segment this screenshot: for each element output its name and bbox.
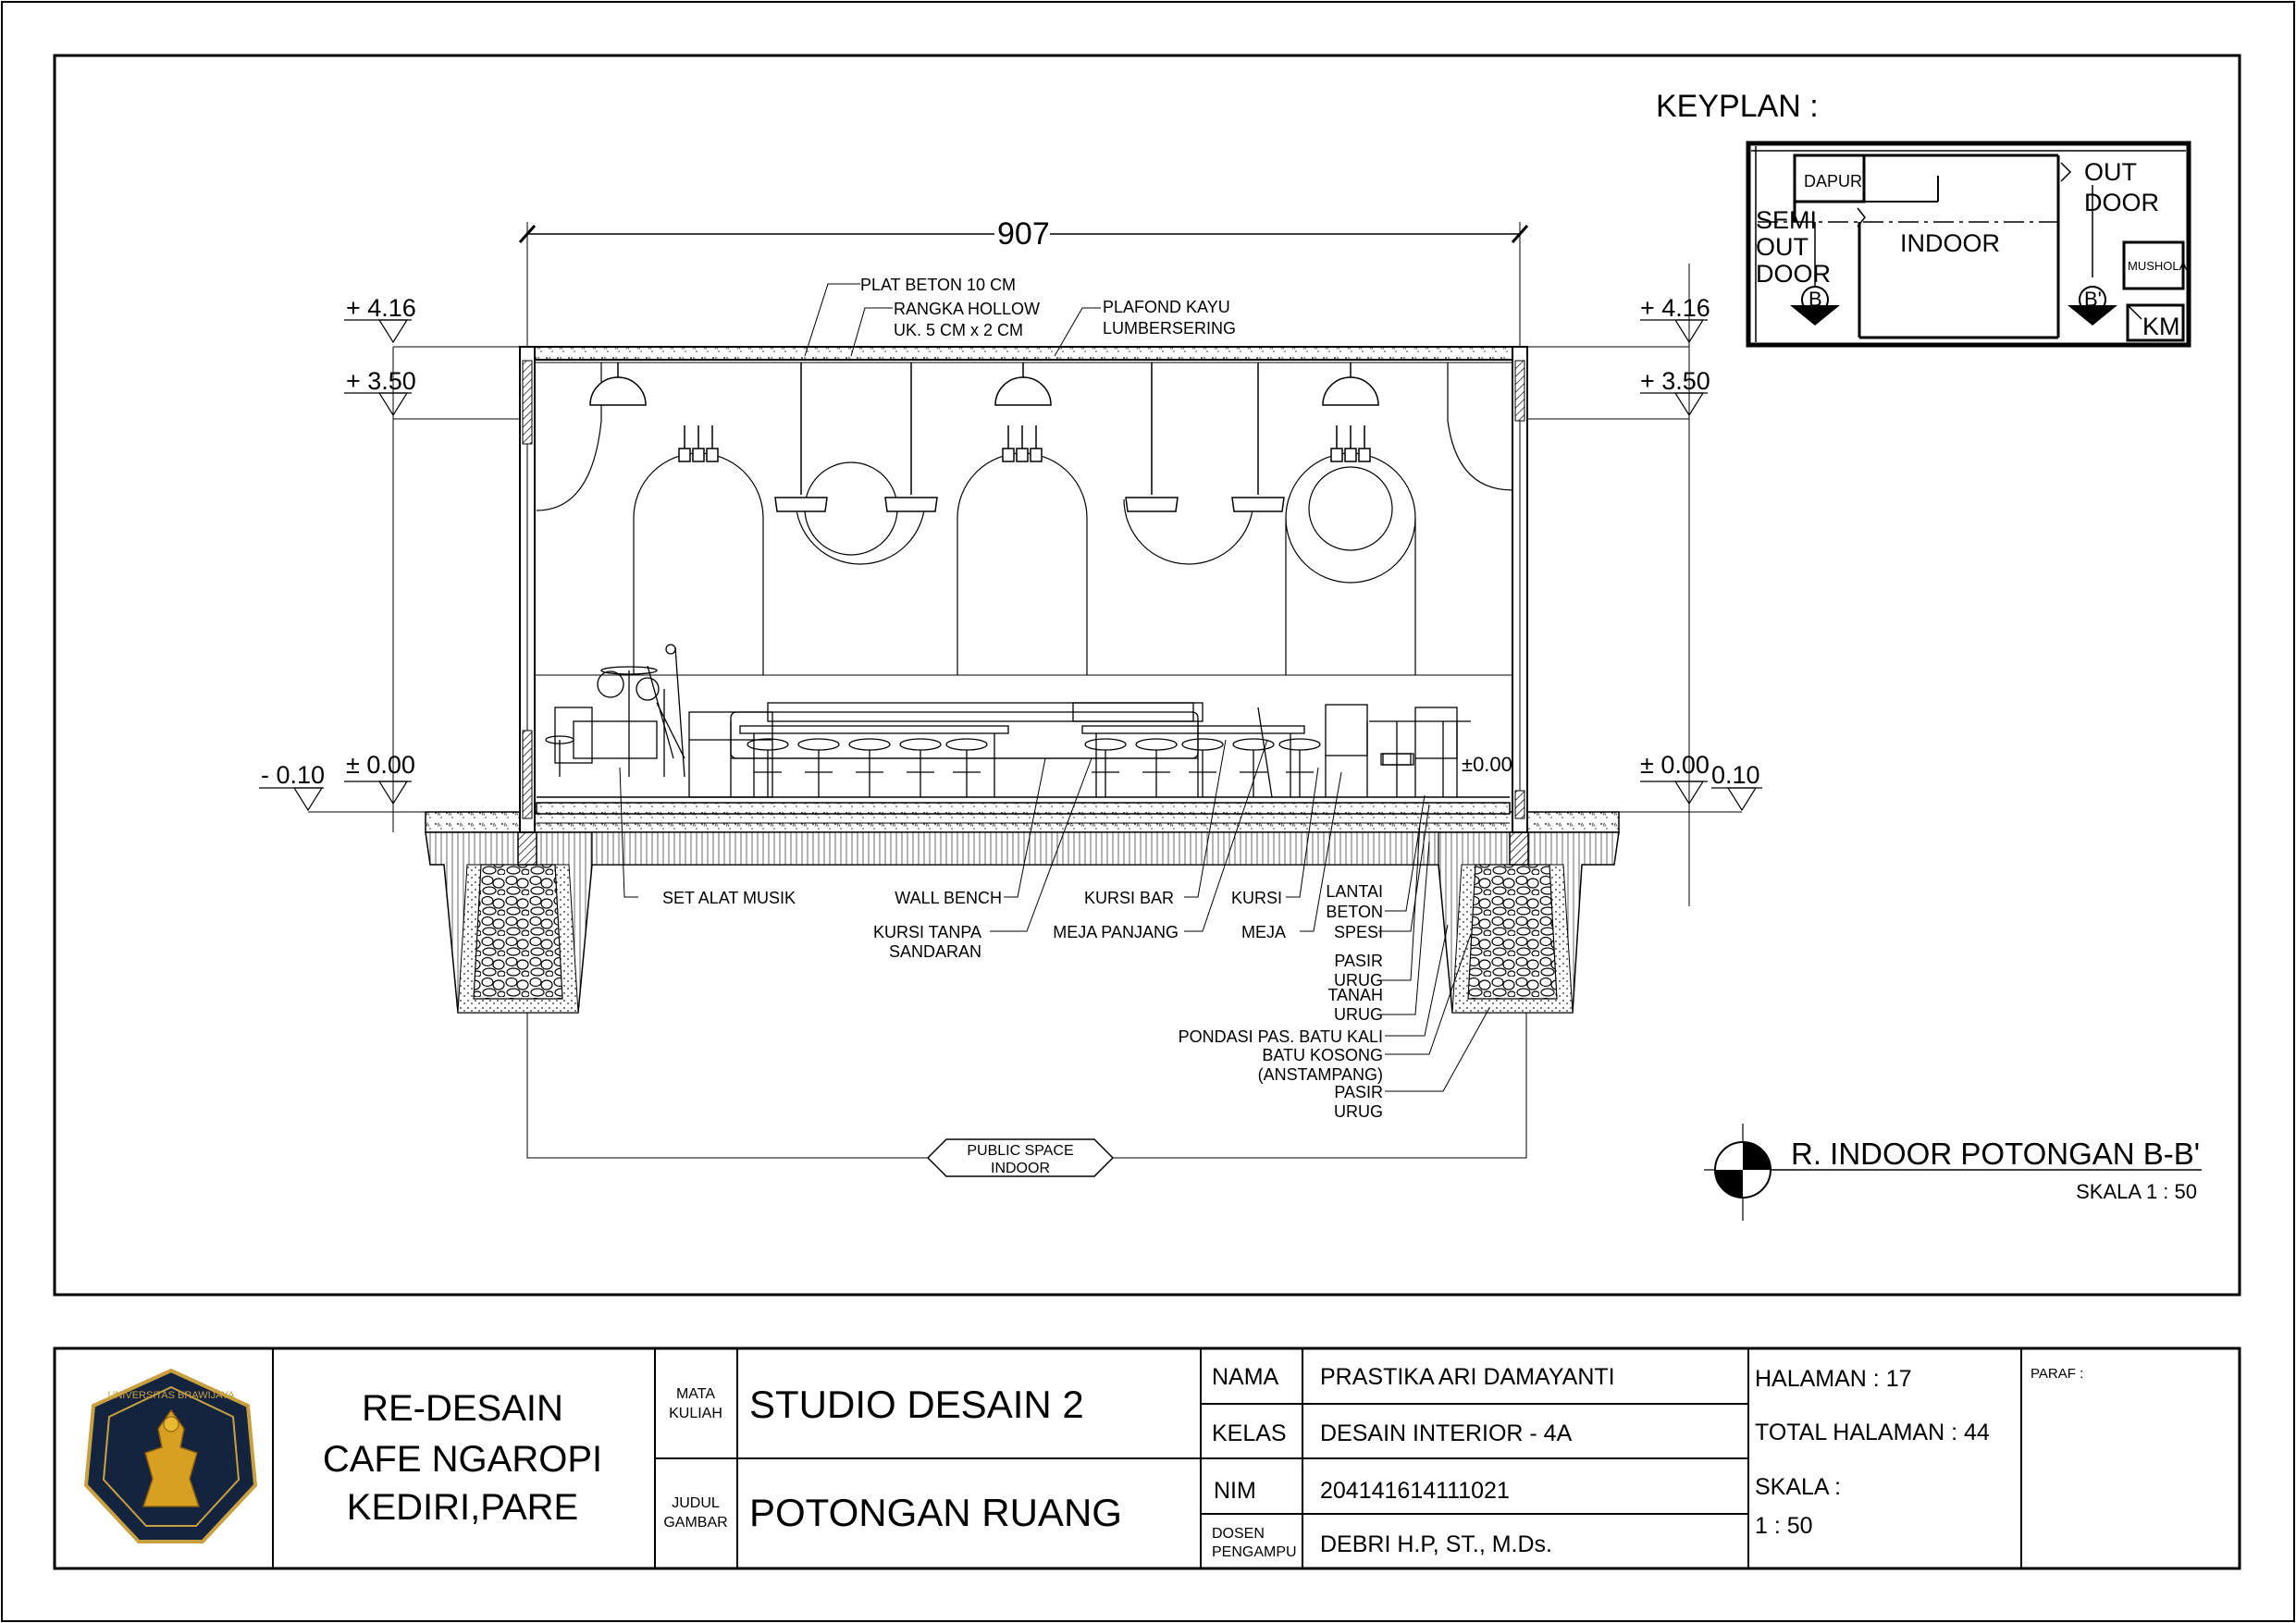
paraf-label: PARAF : (2031, 1366, 2084, 1382)
skala-label: SKALA : (1755, 1474, 1842, 1500)
label-meja-panjang: MEJA PANJANG (1053, 923, 1179, 941)
public-space-2: INDOOR (991, 1161, 1050, 1176)
label-lantai-1: LANTAI (1326, 882, 1383, 901)
label-batu-2: (ANSTAMPANG) (1257, 1065, 1383, 1084)
title-block (55, 1348, 2240, 1568)
label-tanah-1: TANAH (1327, 986, 1383, 1004)
label-plafond-2: LUMBERSERING (1103, 319, 1237, 338)
label-lantai-2: BETON (1326, 903, 1383, 921)
project-title-2: CAFE NGAROPI (322, 1439, 603, 1480)
keyplan (1656, 89, 2189, 345)
label-kursi-tanpa-1: KURSI TANPA (872, 923, 981, 941)
public-space-1: PUBLIC SPACE (967, 1143, 1074, 1159)
label-kursi-tanpa-2: SANDARAN (888, 942, 981, 961)
keyplan-semi-1: SEMI (1756, 206, 1818, 234)
keyplan-semi-3: DOOR (1756, 260, 1831, 288)
label-pasir2-2: URUG (1334, 1102, 1383, 1121)
level-inner-floor: ±0.00 (1462, 753, 1512, 776)
keyplan-semi-2: OUT (1756, 233, 1808, 261)
level-left-ground: - 0.10 (261, 761, 326, 789)
judul-gambar-label-2: GAMBAR (663, 1515, 728, 1531)
keyplan-title: KEYPLAN : (1656, 89, 1819, 124)
label-spesi: SPESI (1333, 923, 1383, 941)
skala-value: 1 : 50 (1755, 1513, 1813, 1539)
keyplan-outdoor-1: OUT (2084, 158, 2137, 186)
level-right-000: ± 0.00 (1640, 751, 1710, 779)
label-kursi-bar: KURSI BAR (1083, 889, 1174, 907)
section-labels (662, 276, 1512, 1121)
university-logo (86, 1371, 255, 1542)
drawing-scale: SKALA 1 : 50 (2076, 1180, 2197, 1203)
keyplan-dapur: DAPUR (1804, 172, 1863, 191)
label-batu-1: BATU KOSONG (1262, 1046, 1383, 1064)
dosen-label-2: PENGAMPU (1212, 1544, 1297, 1560)
keyplan-km: KM (2142, 313, 2180, 340)
level-markers-right (1520, 264, 1762, 906)
level-right-350: + 3.50 (1640, 367, 1710, 395)
label-tanah-2: URUG (1334, 1005, 1383, 1024)
nama-value: PRASTIKA ARI DAMAYANTI (1320, 1364, 1615, 1390)
level-right-ground: 0.10 (1711, 761, 1760, 789)
dimension-907: 907 (997, 216, 1050, 252)
walls (520, 347, 1527, 832)
wall-arches (537, 363, 1512, 675)
label-pasir-2: URUG (1334, 971, 1383, 990)
kelas-value: DESAIN INTERIOR - 4A (1320, 1420, 1573, 1446)
level-right-416: + 4.16 (1640, 294, 1710, 322)
mata-kuliah-label-2: KULIAH (669, 1406, 722, 1421)
project-title-3: KEDIRI,PARE (346, 1487, 579, 1528)
keyplan-indoor: INDOOR (1900, 229, 2000, 257)
judul-gambar-label-1: JUDUL (672, 1495, 720, 1511)
label-meja: MEJA (1241, 923, 1286, 941)
level-left-350: + 3.50 (346, 367, 416, 395)
section-drawing (259, 216, 2202, 1221)
furniture (546, 645, 1471, 797)
keyplan-outdoor-2: DOOR (2084, 189, 2159, 216)
music-set (546, 645, 685, 777)
kelas-label: KELAS (1212, 1420, 1287, 1446)
dosen-value: DEBRI H.P, ST., M.Ds. (1320, 1531, 1552, 1557)
label-pasir-1: PASIR (1334, 952, 1383, 970)
level-markers-left (259, 294, 532, 832)
judul-gambar-value: POTONGAN RUANG (749, 1491, 1122, 1534)
label-pondasi: PONDASI PAS. BATU KALI (1178, 1027, 1383, 1046)
pendant-lamps (590, 363, 1378, 511)
drawing-title (1704, 1124, 2202, 1221)
foundation (426, 797, 1619, 1013)
nim-value: 204141614111021 (1320, 1478, 1510, 1504)
label-kursi: KURSI (1230, 889, 1282, 907)
mata-kuliah-value: STUDIO DESAIN 2 (749, 1383, 1084, 1426)
label-wall-bench: WALL BENCH (895, 889, 1002, 907)
nama-label: NAMA (1212, 1364, 1279, 1390)
halaman: HALAMAN : 17 (1755, 1366, 1912, 1392)
label-plat-beton: PLAT BETON 10 CM (860, 276, 1017, 294)
label-rangka-1: RANGKA HOLLOW (894, 300, 1041, 318)
keyplan-mushola: MUSHOLA (2128, 259, 2188, 273)
label-pasir2-1: PASIR (1334, 1083, 1383, 1101)
label-set-alat: SET ALAT MUSIK (662, 889, 796, 907)
label-plafond-1: PLAFOND KAYU (1103, 298, 1230, 316)
nim-label: NIM (1214, 1478, 1256, 1504)
total-halaman: TOTAL HALAMAN : 44 (1755, 1420, 1990, 1445)
logo-text: UNIVERSITAS BRAWIJAYA (107, 1390, 235, 1401)
drawing-title-text: R. INDOOR POTONGAN B-B' (1791, 1137, 2201, 1171)
level-left-000: ± 0.00 (346, 751, 415, 779)
label-rangka-2: UK. 5 CM x 2 CM (894, 321, 1024, 339)
level-left-416: + 4.16 (346, 294, 416, 322)
dosen-label-1: DOSEN (1212, 1526, 1265, 1542)
keyplan-marker-b: B (1808, 288, 1822, 311)
mata-kuliah-label-1: MATA (675, 1386, 716, 1402)
project-title-1: RE-DESAIN (362, 1388, 563, 1429)
keyplan-marker-b2: B' (2084, 288, 2102, 311)
